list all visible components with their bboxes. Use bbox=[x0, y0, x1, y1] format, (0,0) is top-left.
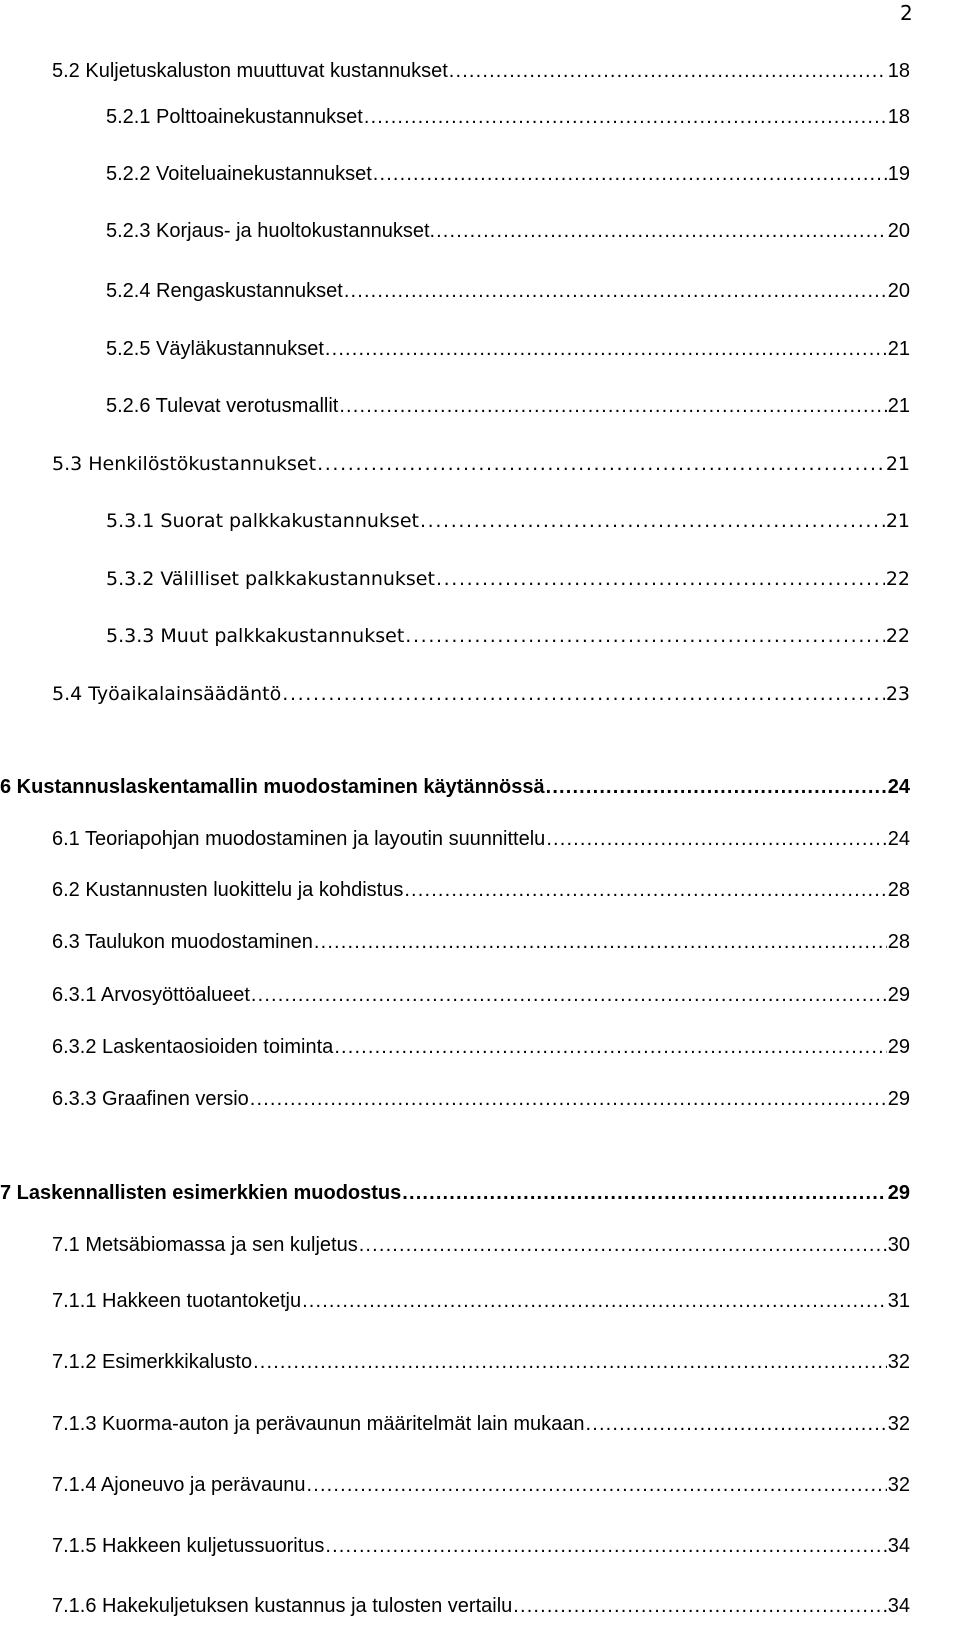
dot-leader bbox=[586, 1411, 887, 1437]
toc-entry-title: 5.2.5 Väyläkustannukset bbox=[106, 338, 324, 360]
dot-leader bbox=[405, 623, 885, 649]
dot-leader bbox=[307, 1472, 887, 1498]
toc-entry-page: 18 bbox=[887, 106, 910, 128]
toc-entry-page: 32 bbox=[887, 1474, 910, 1496]
toc-entry[interactable] bbox=[52, 1411, 910, 1437]
toc-entry-page: 19 bbox=[887, 163, 910, 185]
dot-leader bbox=[436, 566, 885, 592]
toc-entry[interactable] bbox=[106, 508, 910, 534]
toc-entry-page: 24 bbox=[887, 828, 910, 850]
toc-entry-title: 7.1.1 Hakkeen tuotantoketju bbox=[52, 1290, 302, 1312]
dot-leader bbox=[302, 1288, 887, 1314]
toc-entry-page: 22 bbox=[885, 625, 910, 647]
dot-leader bbox=[546, 774, 887, 800]
toc-entry[interactable] bbox=[52, 929, 910, 955]
toc-entry-page: 29 bbox=[887, 984, 910, 1006]
toc-entry[interactable] bbox=[106, 104, 910, 130]
toc-entry-page: 23 bbox=[885, 683, 910, 705]
toc-entry-page: 22 bbox=[885, 568, 910, 590]
toc-entry[interactable] bbox=[52, 58, 910, 84]
toc-entry-title: 5.2 Kuljetuskaluston muuttuvat kustannukset bbox=[52, 60, 448, 82]
toc-entry[interactable] bbox=[106, 393, 910, 419]
toc-entry-page: 34 bbox=[887, 1595, 910, 1617]
toc-entry-title: 7.1.2 Esimerkkikalusto bbox=[52, 1351, 253, 1373]
dot-leader bbox=[339, 393, 886, 419]
toc-entry[interactable] bbox=[52, 982, 910, 1008]
toc-entry[interactable] bbox=[106, 623, 910, 649]
dot-leader bbox=[317, 451, 885, 477]
dot-leader bbox=[359, 1232, 887, 1258]
toc-entry[interactable] bbox=[52, 451, 910, 477]
toc-entry-title: 7.1.5 Hakkeen kuljetussuoritus bbox=[52, 1535, 325, 1557]
toc-entry-title: 5.4 Työaikalainsäädäntö bbox=[52, 683, 282, 705]
toc-entry-page: 21 bbox=[887, 395, 910, 417]
toc-entry-title: 5.2.6 Tulevat verotusmallit bbox=[106, 395, 339, 417]
toc-entry-page: 28 bbox=[887, 931, 910, 953]
dot-leader bbox=[251, 982, 887, 1008]
toc-entry-title: 7.1.6 Hakekuljetuksen kustannus ja tulosten vertailu bbox=[52, 1595, 513, 1617]
toc-entry-title: 5.2.2 Voiteluainekustannukset bbox=[106, 163, 372, 185]
toc-entry-title: 6.1 Teoriapohjan muodostaminen ja layoutin suunnittelu bbox=[52, 828, 546, 850]
toc-entry-page: 21 bbox=[885, 453, 910, 475]
toc-entry-page: 29 bbox=[887, 1088, 910, 1110]
dot-leader bbox=[449, 58, 887, 84]
toc-entry-page: 29 bbox=[887, 1182, 910, 1204]
toc-chapter-entry[interactable] bbox=[0, 774, 910, 800]
toc-entry-title: 5.3.1 Suorat palkkakustannukset bbox=[106, 510, 419, 532]
dot-leader bbox=[546, 826, 886, 852]
dot-leader bbox=[334, 1034, 886, 1060]
dot-leader bbox=[344, 278, 887, 304]
toc-entry-page: 34 bbox=[887, 1535, 910, 1557]
toc-entry[interactable] bbox=[52, 1232, 910, 1258]
dot-leader bbox=[282, 681, 885, 707]
toc-entry[interactable] bbox=[52, 826, 910, 852]
toc-entry[interactable] bbox=[106, 566, 910, 592]
toc-entry-page: 29 bbox=[887, 1036, 910, 1058]
toc-entry-title: 5.2.3 Korjaus- ja huoltokustannukset. bbox=[106, 220, 436, 242]
toc-entry-title: 6.3.2 Laskentaosioiden toiminta bbox=[52, 1036, 334, 1058]
toc-entry-page: 28 bbox=[887, 879, 910, 901]
toc-entry-title: 6.3.1 Arvosyöttöalueet bbox=[52, 984, 250, 1006]
toc-entry[interactable] bbox=[106, 278, 910, 304]
toc-entry-page: 30 bbox=[887, 1234, 910, 1256]
dot-leader bbox=[314, 929, 887, 955]
dot-leader bbox=[513, 1593, 886, 1619]
toc-entry-title: 5.3.3 Muut palkkakustannukset bbox=[106, 625, 405, 647]
toc-entry-page: 21 bbox=[885, 510, 910, 532]
toc-entry-page: 31 bbox=[887, 1290, 910, 1312]
toc-entry[interactable] bbox=[52, 877, 910, 903]
dot-leader bbox=[364, 104, 887, 130]
toc-entry-title: 7.1.3 Kuorma-auton ja perävaunun määritelmät lain mukaan bbox=[52, 1413, 585, 1435]
toc-chapter-entry[interactable] bbox=[0, 1180, 910, 1206]
dot-leader bbox=[373, 161, 887, 187]
toc-entry[interactable] bbox=[106, 161, 910, 187]
toc-entry[interactable] bbox=[52, 1533, 910, 1559]
toc-entry[interactable] bbox=[52, 1593, 910, 1619]
dot-leader bbox=[420, 508, 885, 534]
toc-entry-title: 6.3 Taulukon muodostaminen bbox=[52, 931, 313, 953]
toc-entry-page: 18 bbox=[887, 60, 910, 82]
toc-entry-title: 5.3 Henkilöstökustannukset bbox=[52, 453, 317, 475]
toc-entry[interactable] bbox=[106, 336, 910, 362]
toc-entry-page: 20 bbox=[887, 280, 910, 302]
toc-entry[interactable] bbox=[52, 1086, 910, 1112]
dot-leader bbox=[404, 877, 886, 903]
toc-entry-page: 20 bbox=[887, 220, 910, 242]
dot-leader bbox=[325, 336, 887, 362]
toc-entry-title: 6 Kustannuslaskentamallin muodostaminen käytännössä bbox=[0, 776, 545, 798]
toc-entry-title: 5.2.4 Rengaskustannukset bbox=[106, 280, 343, 302]
toc-entry[interactable] bbox=[52, 1034, 910, 1060]
toc-entry-page: 32 bbox=[887, 1413, 910, 1435]
toc-entry-title: 5.3.2 Välilliset palkkakustannukset bbox=[106, 568, 435, 590]
toc-entry-title: 5.2.1 Polttoainekustannukset bbox=[106, 106, 363, 128]
toc-entry-title: 7 Laskennallisten esimerkkien muodostus bbox=[0, 1182, 402, 1204]
toc-entry-title: 6.3.3 Graafinen versio bbox=[52, 1088, 249, 1110]
toc-entry-title: 7.1.4 Ajoneuvo ja perävaunu bbox=[52, 1474, 306, 1496]
toc-entry-title: 6.2 Kustannusten luokittelu ja kohdistus bbox=[52, 879, 404, 901]
toc-entry[interactable] bbox=[52, 681, 910, 707]
dot-leader bbox=[402, 1180, 886, 1206]
toc-entry[interactable] bbox=[52, 1288, 910, 1314]
dot-leader bbox=[250, 1086, 887, 1112]
toc-entry-page: 32 bbox=[887, 1351, 910, 1373]
dot-leader bbox=[436, 218, 887, 244]
dot-leader bbox=[253, 1349, 887, 1375]
page-number: 2 bbox=[900, 1, 913, 25]
dot-leader bbox=[325, 1533, 886, 1559]
toc-entry[interactable] bbox=[52, 1349, 910, 1375]
toc-entry[interactable] bbox=[52, 1472, 910, 1498]
toc-entry-title: 7.1 Metsäbiomassa ja sen kuljetus bbox=[52, 1234, 358, 1256]
toc-entry-page: 24 bbox=[887, 776, 910, 798]
toc-entry-page: 21 bbox=[887, 338, 910, 360]
toc-entry[interactable] bbox=[106, 218, 910, 244]
